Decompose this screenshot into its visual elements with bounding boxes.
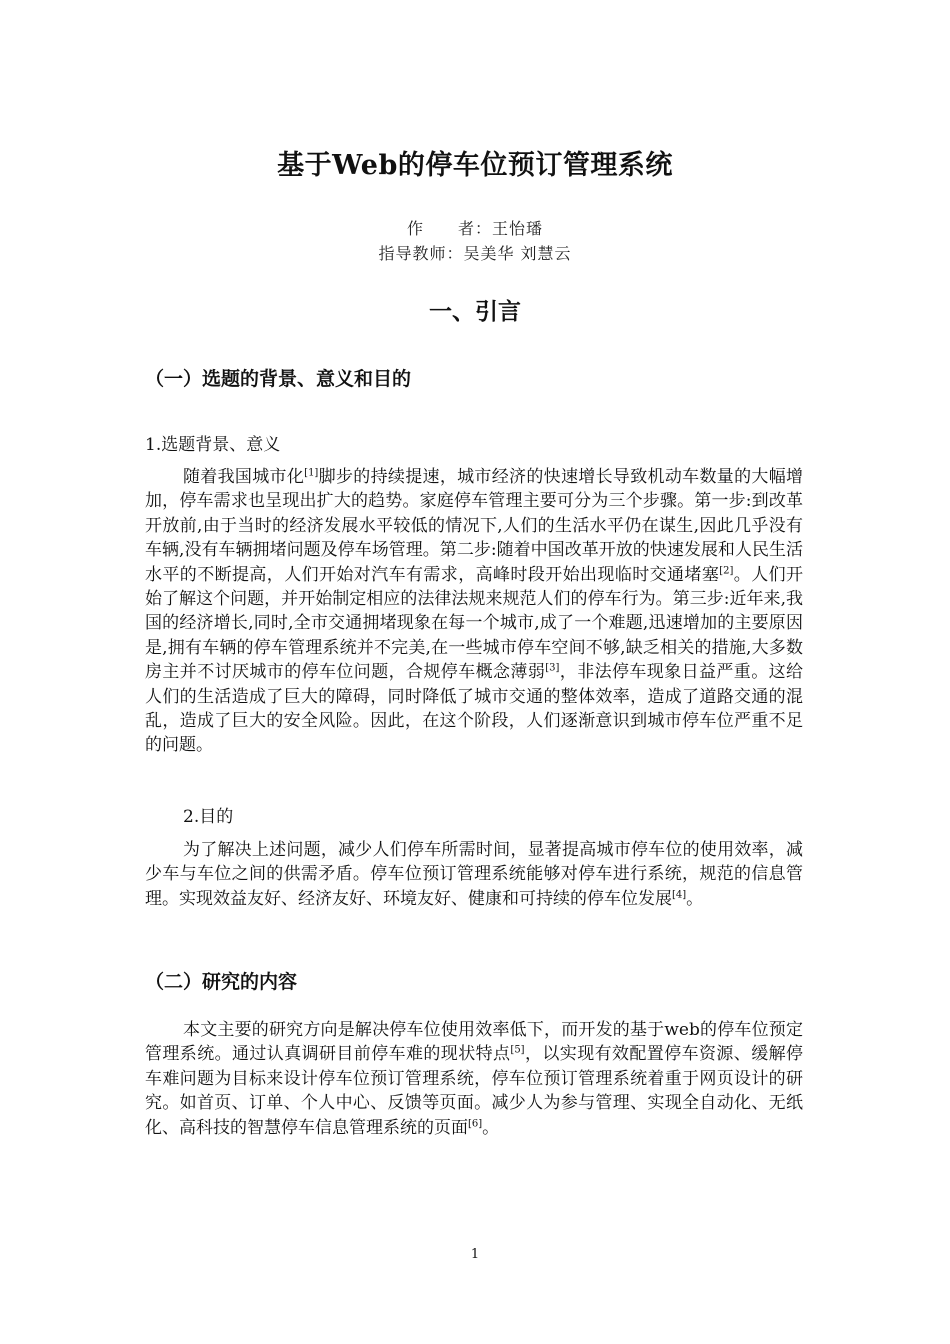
citation-ref: [6] (468, 1117, 483, 1129)
paragraph-purpose (145, 838, 803, 911)
paragraph-text: ，以实现有效配置停车资源、缓解停车难问题为目标来设计停车位预订管理系统，停车位预订管理系统着重于网页设计的研究。如首页、订单、个人中心、反馈等页面。减少人为参与管理、实现全自动化、无纸化、高科技的智慧停车信息管理系统的页面 (145, 1044, 804, 1138)
author-name: 王怡璠 (492, 219, 544, 238)
paragraph-background (145, 465, 803, 758)
author-line (0, 216, 950, 239)
author-label: 作 者： (406, 219, 492, 238)
paragraph-text: ，非法停车现象日益严重。这给人们的生活造成了巨大的障碍，同时降低了城市交通的整体效率，造成了道路交通的混乱，造成了巨大的安全风险。因此，在这个阶段，人们逐渐意识到城市停车位严重不足的问题。 (145, 662, 804, 756)
citation-ref: [5] (510, 1044, 525, 1056)
paragraph-text: 。人们开始了解这个问题，并开始制定相应的法律法规来规范人们的停车行为。第三步:近年来,我国的经济增长,同时,全市交通拥堵现象在每一个城市,成了一个难题,迅速增加的主要原因是,拥有车辆的停车管理系统并不完美,在一些城市停车空间不够,缺乏相关的措施,大多数房主并不讨厌城市的停车位问题，合规停车概念薄弱 (145, 564, 804, 683)
citation-ref: [2] (719, 564, 734, 576)
paragraph-text: 随着我国城市化 (183, 467, 305, 487)
citation-ref: [4] (672, 889, 687, 901)
paragraph-text: 。 (686, 888, 704, 909)
paragraph-text: 本文主要的研究方向是解决停车位使用效率低下，而开发的基于web的停车位预定管理系统。通过认真调研目前停车难的现状特点 (145, 1020, 803, 1065)
subsection-heading-research-content: （二）研究的内容 (145, 971, 298, 993)
citation-ref: [1] (304, 467, 319, 479)
paragraph-text: 为了解决上述问题，减少人们停车所需时间，显著提高城市停车位的使用效率，减少车与车位之间的供需矛盾。停车位预订管理系统能够对停车进行系统，规范的信息管理。实现效益友好、经济友好、环境友好、健康和可持续的停车位发展 (145, 840, 803, 909)
paragraph-text: 。 (482, 1117, 500, 1138)
item-heading-background: 1.选题背景、意义 (145, 435, 281, 455)
advisor-line (0, 241, 950, 264)
paragraph-research-content (145, 1018, 803, 1140)
page-number: 1 (470, 1247, 480, 1262)
advisor-label: 指导教师： (378, 244, 464, 263)
citation-ref: [3] (545, 662, 560, 674)
document-title: 基于Web的停车位预订管理系统 (277, 150, 673, 181)
subsection-heading-background: （一）选题的背景、意义和目的 (145, 368, 412, 390)
advisor-names: 吴美华 刘慧云 (463, 244, 572, 263)
section-heading-introduction: 一、引言 (429, 298, 521, 325)
item-heading-purpose: 2.目的 (183, 807, 234, 827)
paragraph-text: 脚步的持续提速，城市经济的快速增长导致机动车数量的大幅增加，停车需求也呈现出扩大的趋势。家庭停车管理主要可分为三个步骤。第一步:到改革开放前,由于当时的经济发展水平较低的情况下,人们的生活水平仍在谋生,因此几乎没有车辆,没有车辆拥堵问题及停车场管理。第二步:随着中国改革开放的快速发展和人民生活水平的不断提高，人们开始对汽车有需求，高峰时段开始出现临时交通堵塞 (145, 467, 804, 585)
